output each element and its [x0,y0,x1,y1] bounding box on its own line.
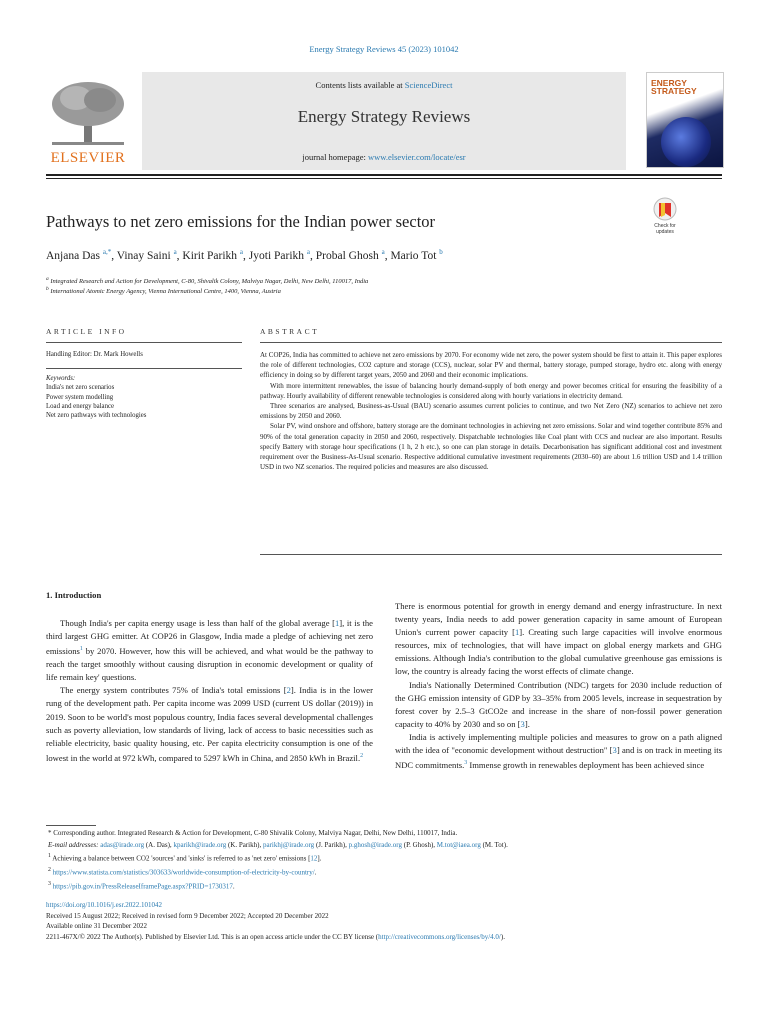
footnote-link[interactable]: 2 [360,752,364,759]
email-link[interactable]: adas@irade.org [100,840,145,849]
license-link[interactable]: http://creativecommons.org/licenses/by/4.0/ [378,932,501,941]
received-dates: Received 15 August 2022; Received in revised form 9 December 2022; Accepted 20 December 2022 [46,911,329,920]
text-run: Immense growth in renewables deployment has been achieved since [467,759,705,770]
journal-homepage [142,152,626,162]
abstract-paragraph: With more intermittent renewables, the issue of balancing hourly demand-supply of both energy and power becomes critical for ensuring the feasibility of a pathway. Hourly availability of different renewable technologies is considered along with hourly variations in electricity demand. [260,381,722,400]
contents-prefix: Contents lists available at [315,80,405,90]
text-run: . [232,881,235,890]
check-for-updates-badge[interactable] [647,195,683,235]
keywords-label: Keywords: [46,375,76,382]
body-paragraph [46,684,373,764]
text-run: ]. [524,718,530,729]
check-updates-line-1: Check for [654,223,676,229]
abstract-paragraph: Three scenarios are analysed, Business-as-Usual (BAU) scenario assumes current policies to continue, and two Net Zero (NZ) scenarios to achieve net zero emissions by 2050 and 2060. [260,402,722,421]
sciencedirect-link[interactable]: ScienceDirect [404,80,453,90]
license-statement [46,932,722,943]
affiliation-b [46,286,281,295]
email-link[interactable]: p.ghosh@irade.org [348,840,402,849]
body-paragraph [395,731,722,772]
text-run: . [314,868,317,877]
author-name[interactable]: Mario Tot [390,249,437,262]
contents-line [142,80,626,90]
email-link[interactable]: parikhj@irade.org [262,840,315,849]
article-title: Pathways to net zero emissions for the Indian power sector [46,212,436,231]
reference-link[interactable]: 3 [520,718,525,729]
author-separator: , [243,249,249,262]
affiliation-mark: a [46,276,49,282]
email-owner: (J. Parikh), [314,840,349,849]
keyword-item: India's net zero scenarios [46,384,115,392]
body-paragraph [395,679,722,731]
article-metadata [46,900,722,942]
affiliation-text: International Atomic Energy Agency, Vienna International Centre, 1400, Vienna, Austria [50,288,281,296]
body-paragraph [395,600,722,679]
check-updates-line-2: updates [656,229,674,235]
homepage-link[interactable]: www.elsevier.com/locate/esr [367,152,466,162]
text-run: ]. India is in the lower rung of the development path. Per capita income was 2099 USD (current US dollar (2019)) in 2019. Soon to be world's most populous country, India faces several developmental challenges such as poverty alleviation, low standards of living, lack of access to basic necessities such as reliable electricity, basic quality housing, etc. Per capita electricity consumption is one of the lowest in the world at 972 kWh, compared to 5297 kWh in China, and 2850 kWh in Brazil. [46,685,373,763]
journal-citation[interactable]: Energy Strategy Reviews 45 (2023) 101042 [309,44,459,54]
corresponding-author-note: * Corresponding author. Integrated Research & Action for Development, C-80 Shivalik Colony, Malviya Nagar, Delhi, New Delhi, 110017, India. [48,829,458,837]
author-affiliation-mark[interactable]: a [173,248,177,256]
author-name[interactable]: Vinay Saini [116,249,171,262]
journal-title: Energy Strategy Reviews [297,107,471,126]
text-run: ]. [317,854,322,863]
author-name[interactable]: Kirit Parikh [182,249,238,262]
abstract-end-divider [260,554,722,555]
email-link[interactable]: kparikh@irade.org [173,840,227,849]
footnote-url[interactable]: https://www.statista.com/statistics/303633/worldwide-consumption-of-electricity-by-country/ [52,868,315,877]
email-owner: (A. Das), [144,840,174,849]
text-run: 2211-467X/© 2022 The Author(s). Published by Elsevier Ltd. This is an open access article under the CC BY license ( [46,932,379,941]
author-list [46,248,443,262]
header-divider [46,174,722,176]
footnote-mark: 3 [48,880,51,887]
author-name[interactable]: Probal Ghosh [315,249,379,262]
author-affiliation-mark[interactable]: a [381,248,385,256]
author-affiliation-mark[interactable]: a,* [102,248,112,256]
author-affiliation-mark[interactable]: b [439,248,443,256]
keyword-item: Net zero pathways with technologies [46,412,147,420]
text-run: The energy system contributes 75% of India's total emissions [ [60,685,287,696]
author-affiliation-mark[interactable]: a [239,248,244,256]
footnote-mark: 2 [48,866,51,873]
abstract-paragraph: Solar PV, wind onshore and offshore, battery storage are the dominant technologies in achieving net zero emissions. Solar and wind together contribute 85% and 90% of the total generation capacity in 2050 and 2060, respectively. Dispatchable technologies like Coal plant with CCS and nuclear are also important. Results specify Battery with storage hour specifications (1 h, 2 h etc.), so one can plan storage in details. Decarbonisation has significant additional cost and investment requirement over the Business-As-Usual scenario. Respective additional cumulative investment requirements (2030–60) are about 1.6 trillion USD and 1.4 trillion USD in two NZ scenarios. The required policies and measures are also discussed. [260,422,722,472]
text-run: ]. Creating such large capacities will involve enormous resources, mix of technologies, that will have impact on global energy markets and GHG emissions. Although India's contribution to the global cumulative greenhouse gas emissions is low, the country is already facing the worst effects of climate change. [395,627,723,677]
email-addresses [46,840,722,852]
elsevier-wordmark: ELSEVIER [50,150,126,166]
text-run: Though India's per capita energy usage is less than half of the global average [ [60,618,335,628]
body-column-right [395,600,722,772]
keywords-divider [46,368,242,369]
homepage-prefix: journal homepage: [302,152,368,162]
author-separator: , [310,249,316,262]
body-column-left [46,617,373,765]
footnote-1 [46,851,722,865]
email-owner: (M. Tot). [480,840,508,849]
footnote-divider [46,825,96,826]
text-run: There is enormous potential for growth in energy demand and energy infrastructure. In next twenty years, India needs to add power generation capacity in same amount of European Union's current power capacity [ [395,601,722,638]
author-separator: , [384,249,391,262]
footnote-2 [46,865,722,879]
email-owner: (P. Ghosh), [401,840,437,849]
abstract-divider [260,342,722,343]
email-link[interactable]: M.tot@iaea.org [436,840,481,849]
available-online: Available online 31 December 2022 [46,922,147,930]
text-run: ] and is on track in meeting its NDC commitments. [395,745,722,770]
abstract-heading: ABSTRACT [260,327,320,336]
reference-link[interactable]: 1 [514,627,520,638]
email-owner: (K. Parikh), [226,840,263,849]
text-run: by 2070. However, how this will be achieved, and what would be the pathway to reach the target smoothly without causing disruption in economic development or quality of life remain key' questions. [46,646,373,683]
text-run: India is actively implementing multiple policies and measures to grow on a path aligned with the idea of "economic development without destruction" [ [395,731,722,756]
section-heading-introduction: 1. Introduction [46,590,102,600]
affiliation-mark: b [46,286,49,292]
article-info-heading: ARTICLE INFO [46,327,127,336]
affiliation-text: Integrated Research and Action for Development, C-80, Shivalik Colony, Malviya Nagar, Delhi, New Delhi, 110017, India [50,278,369,286]
reference-link[interactable]: 2 [286,685,291,696]
body-paragraph [46,617,373,684]
footnote-3 [46,879,722,893]
cover-title-line-1: ENERGY [651,78,687,88]
author-name[interactable]: Jyoti Parikh [248,249,305,262]
handling-editor: Handling Editor: Dr. Mark Howells [46,351,143,358]
reference-link[interactable]: 3 [612,745,617,756]
doi-link[interactable]: https://doi.org/10.1016/j.esr.2022.101042 [46,901,162,909]
cover-title [651,79,697,95]
footnote-link[interactable]: 3 [464,760,468,767]
author-separator: , [176,249,183,262]
reference-link[interactable]: 12 [310,854,318,863]
cover-globe-graphic [661,117,711,167]
author-separator: , [111,249,117,262]
header-divider-thin [46,178,722,179]
reference-link[interactable]: 1 [334,618,340,628]
text-run: ], it is the third largest GHG emitter. At COP26 in Glasgow, India made a pledge of achieving net zero emissions [46,618,373,657]
footnote-mark: 1 [48,853,51,859]
abstract-body [260,350,722,472]
article-info-divider [46,342,242,343]
cover-title-line-2: STRATEGY [651,86,697,96]
author-affiliation-mark[interactable]: a [306,248,311,256]
affiliation-a [46,276,368,285]
keyword-item: Power system modelling [46,393,114,401]
footnotes [46,828,722,892]
text-run: India's Nationally Determined Contribution (NDC) targets for 2030 include reduction of the GHG emission intensity of GDP by 33–35% from 2005 levels, increase in sequestration by forest cover by 2.5–3 GtCO2e and increase in the share of non-fossil power generation capacity to 40% by 2030 and so on [ [395,679,722,729]
journal-cover-image[interactable] [646,72,724,168]
abstract-paragraph: At COP26, India has committed to achieve net zero emissions by 2070. For economy wide net zero, the power system should be first to attain it. This paper explores the role of different technologies, CO2 capture and storage (CCS), nuclear, solar PV and thermal, battery storage, pumped storage, hydro etc. along with energy efficiency in doing so by different target years, 2050 and 2060 and their economic implications. [260,351,722,380]
author-name[interactable]: Anjana Das [46,249,100,262]
footnote-link[interactable]: 1 [79,646,83,653]
email-label: E-mail addresses: [48,840,101,849]
keywords-block [46,374,146,420]
text-run: ). [500,932,505,941]
footnote-url[interactable]: https://pib.gov.in/PressReleaseIframePage.aspx?PRID=1730317 [52,881,233,890]
text-run: Achieving a balance between CO2 'sources' and 'sinks' is referred to as 'net zero' emissions [ [52,854,311,863]
keyword-item: Load and energy balance [46,402,114,410]
